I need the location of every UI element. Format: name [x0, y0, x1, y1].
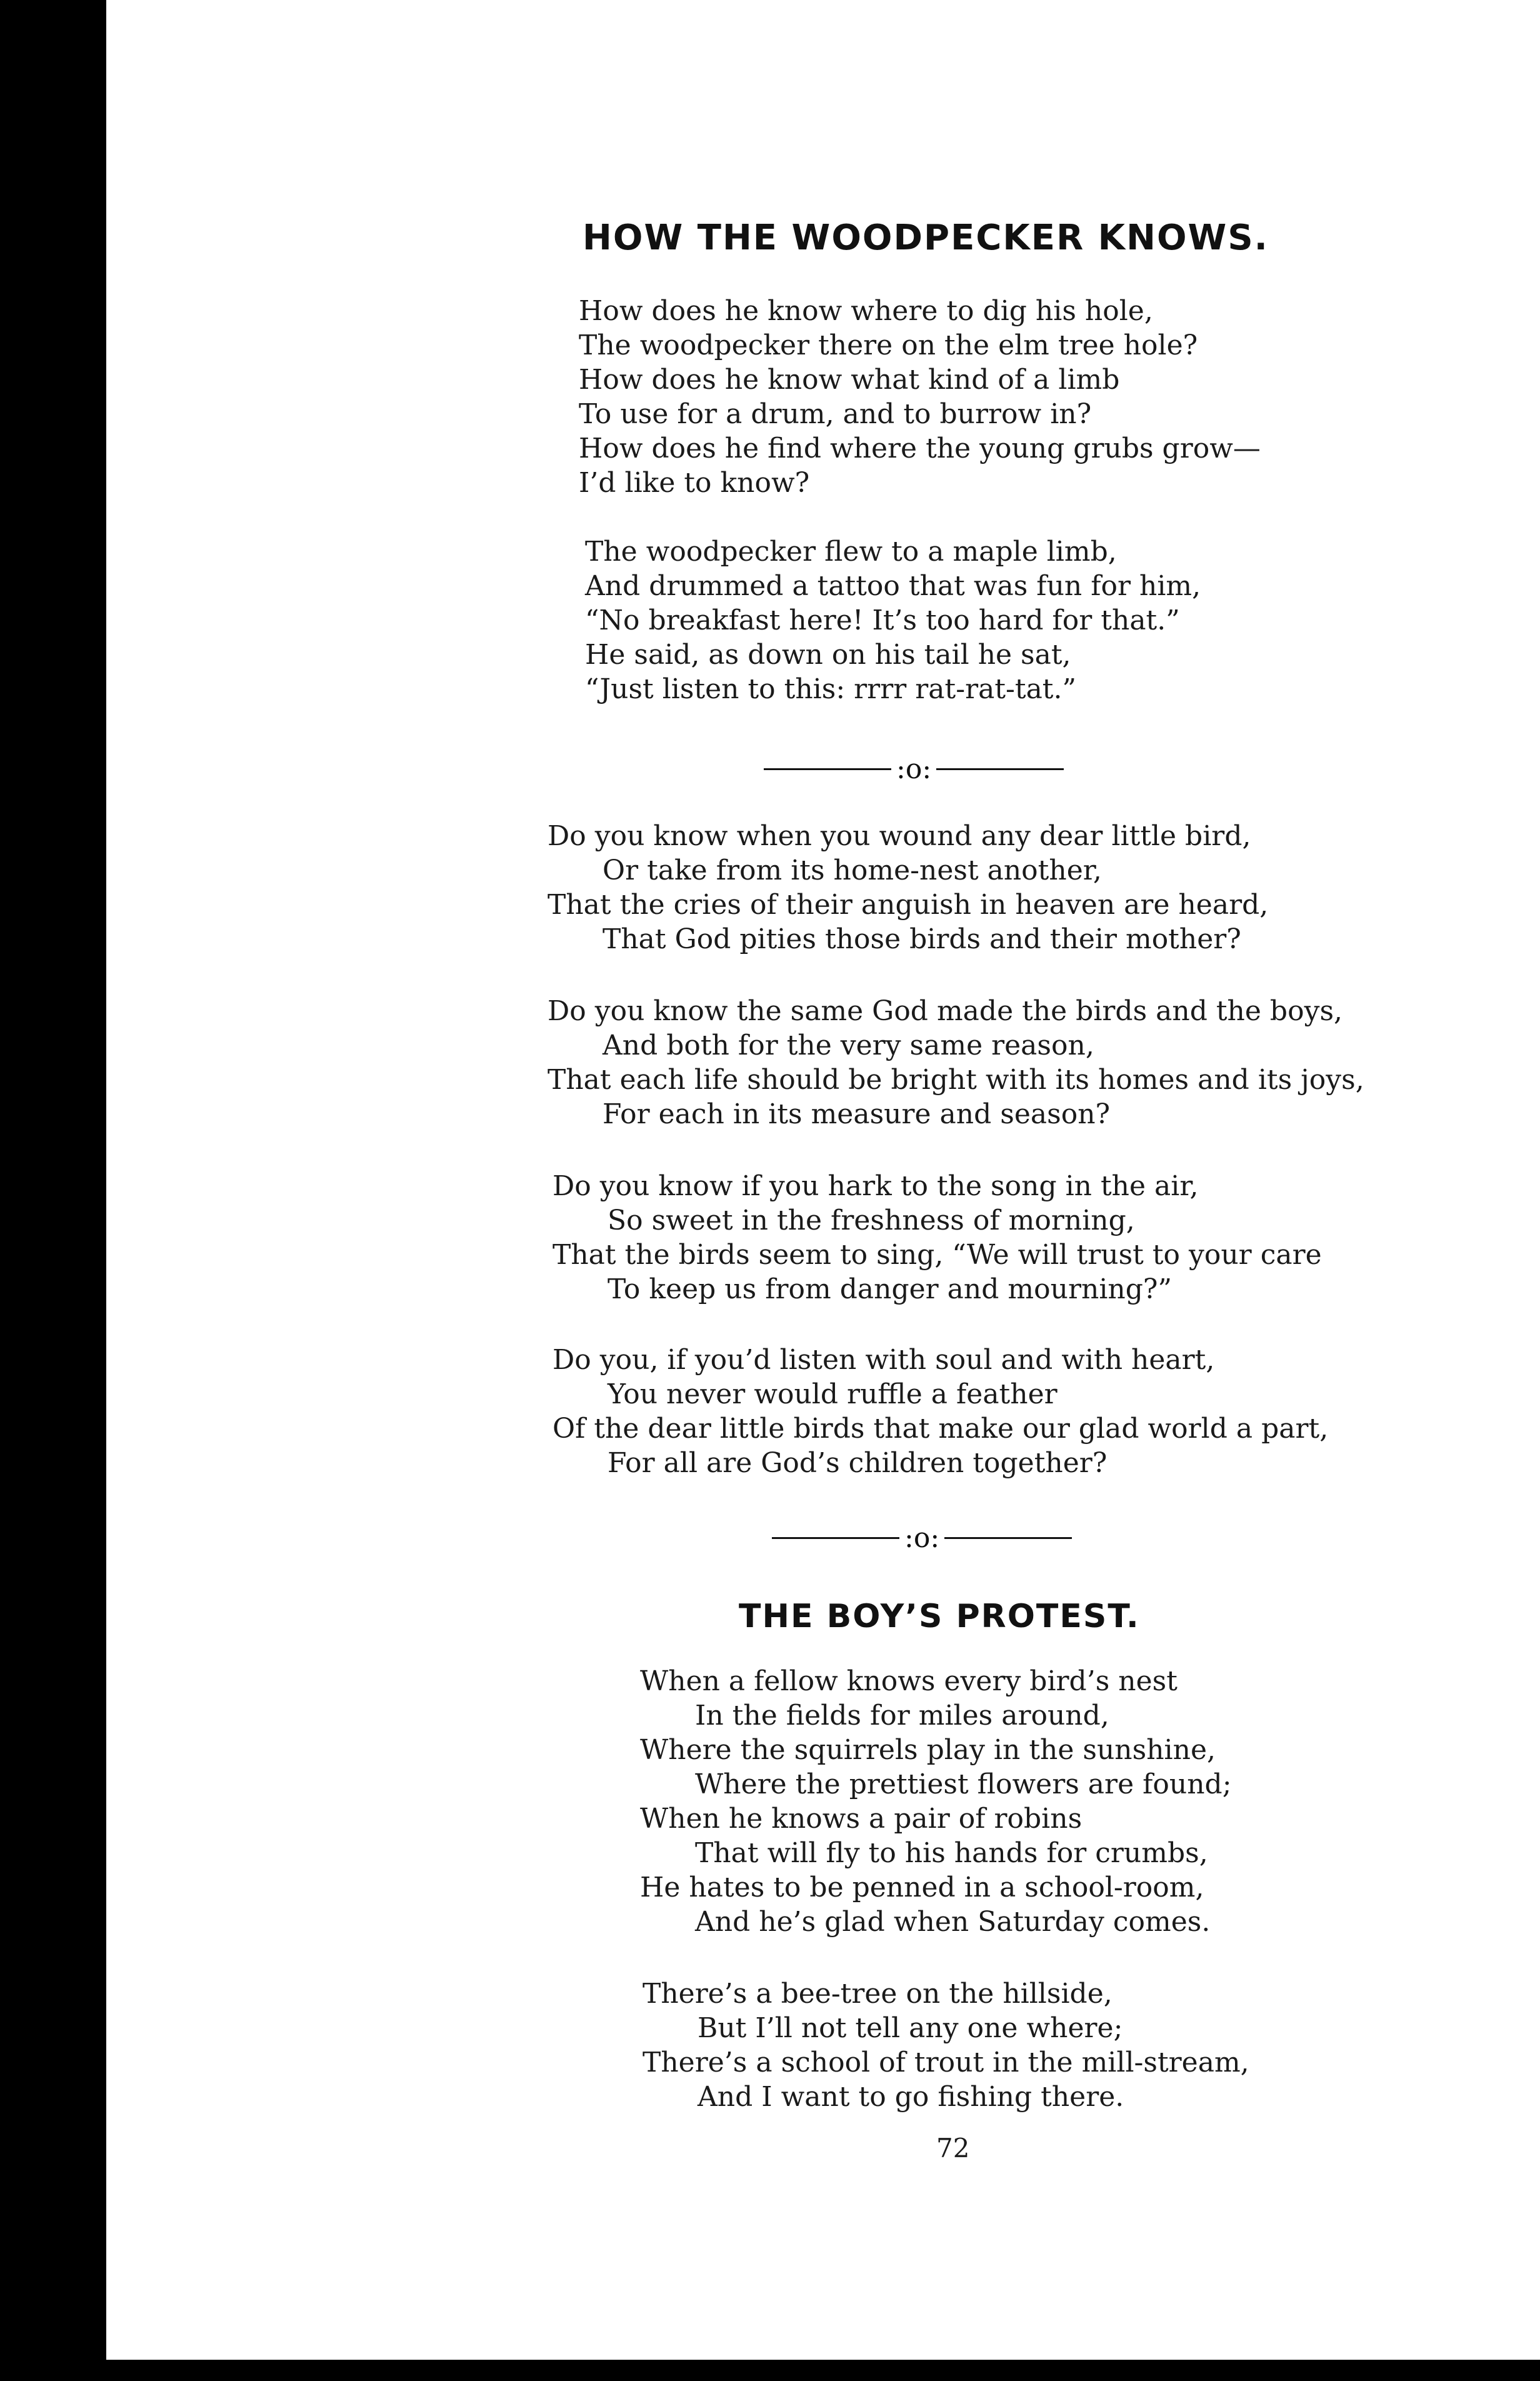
divider-rule-left [772, 1537, 899, 1539]
boys-protest-stanza-2 [642, 1977, 1249, 2114]
verse-line-indented: That will fly to his hands for crumbs, [695, 1837, 1208, 1869]
verse-line: There’s a bee-tree on the hillside, [642, 1978, 1112, 2010]
birds-poem-stanza-1 [548, 819, 1268, 956]
verse-line-indented: And both for the very same reason, [602, 1030, 1094, 1061]
verse-line: The woodpecker there on the elm tree hole? [579, 329, 1198, 361]
verse-line-indented: Where the prettiest flowers are found; [695, 1768, 1232, 1800]
section-divider [772, 1523, 1072, 1553]
verse-line-indented: That God pities those birds and their mother? [602, 923, 1241, 955]
verse-line-indented: And I want to go fishing there. [698, 2081, 1124, 2113]
page-number: 72 [936, 2133, 970, 2163]
verse-line: When he knows a pair of robins [640, 1803, 1082, 1835]
verse-line-indented: In the fields for miles around, [695, 1700, 1109, 1732]
verse-line: Do you know the same God made the birds and the boys, [548, 995, 1343, 1027]
birds-poem-stanza-3 [552, 1169, 1322, 1306]
verse-line: Do you know when you wound any dear little bird, [548, 820, 1251, 852]
woodpecker-stanza-1 [579, 294, 1261, 500]
verse-line: How does he know what kind of a limb [579, 364, 1120, 396]
divider-rule-left [764, 768, 891, 770]
birds-poem-stanza-2 [548, 994, 1364, 1131]
verse-line: How does he find where the young grubs grow— [579, 433, 1261, 464]
woodpecker-stanza-2 [585, 534, 1201, 706]
poem-title-woodpecker: HOW THE WOODPECKER KNOWS. [582, 218, 1269, 258]
section-divider [764, 754, 1064, 784]
verse-line: He said, as down on his tail he sat, [585, 639, 1071, 671]
verse-line-indented: But I’ll not tell any one where; [698, 2012, 1123, 2044]
verse-line-indented: So sweet in the freshness of morning, [608, 1205, 1135, 1236]
verse-line: “Just listen to this: rrrr rat-rat-tat.” [585, 673, 1076, 705]
scan-edge-bottom [0, 2360, 1540, 2381]
verse-line: I’d like to know? [579, 467, 810, 499]
verse-line: When a fellow knows every bird’s nest [640, 1665, 1178, 1697]
verse-line: That the birds seem to sing, “We will trust to your care [552, 1239, 1322, 1271]
divider-rule-right [936, 768, 1064, 770]
verse-line: That the cries of their anguish in heaven are heard, [548, 889, 1269, 921]
verse-line-indented: Or take from its home-nest another, [602, 855, 1102, 886]
birds-poem-stanza-4 [552, 1343, 1328, 1480]
divider-rule-right [944, 1537, 1072, 1539]
verse-line: Of the dear little birds that make our glad world a part, [552, 1413, 1329, 1445]
verse-line-indented: To keep us from danger and mourning?” [608, 1273, 1172, 1305]
verse-line: That each life should be bright with its homes and its joys, [548, 1064, 1364, 1096]
scan-edge-left [0, 0, 106, 2381]
verse-line: “No breakfast here! It’s too hard for that.” [585, 604, 1180, 636]
verse-line: He hates to be penned in a school-room, [640, 1872, 1204, 1903]
verse-line: Do you know if you hark to the song in the air, [552, 1170, 1199, 1202]
verse-line-indented: You never would ruffle a feather [608, 1378, 1058, 1410]
divider-mark: :o: [904, 1521, 940, 1554]
verse-line: To use for a drum, and to burrow in? [579, 398, 1092, 430]
verse-line-indented: For all are God’s children together? [608, 1447, 1108, 1479]
verse-line: How does he know where to dig his hole, [579, 295, 1153, 327]
verse-line-indented: For each in its measure and season? [602, 1098, 1111, 1130]
verse-line: Do you, if you’d listen with soul and with heart, [552, 1344, 1215, 1376]
verse-line: Where the squirrels play in the sunshine, [640, 1734, 1216, 1766]
verse-line-indented: And he’s glad when Saturday comes. [695, 1906, 1211, 1938]
verse-line: And drummed a tattoo that was fun for him, [585, 570, 1201, 602]
verse-line: The woodpecker flew to a maple limb, [585, 536, 1117, 568]
verse-line: There’s a school of trout in the mill-stream, [642, 2047, 1249, 2078]
divider-mark: :o: [896, 753, 932, 785]
poem-title-boys-protest: THE BOY’S PROTEST. [739, 1598, 1140, 1635]
boys-protest-stanza-1 [640, 1664, 1232, 1939]
